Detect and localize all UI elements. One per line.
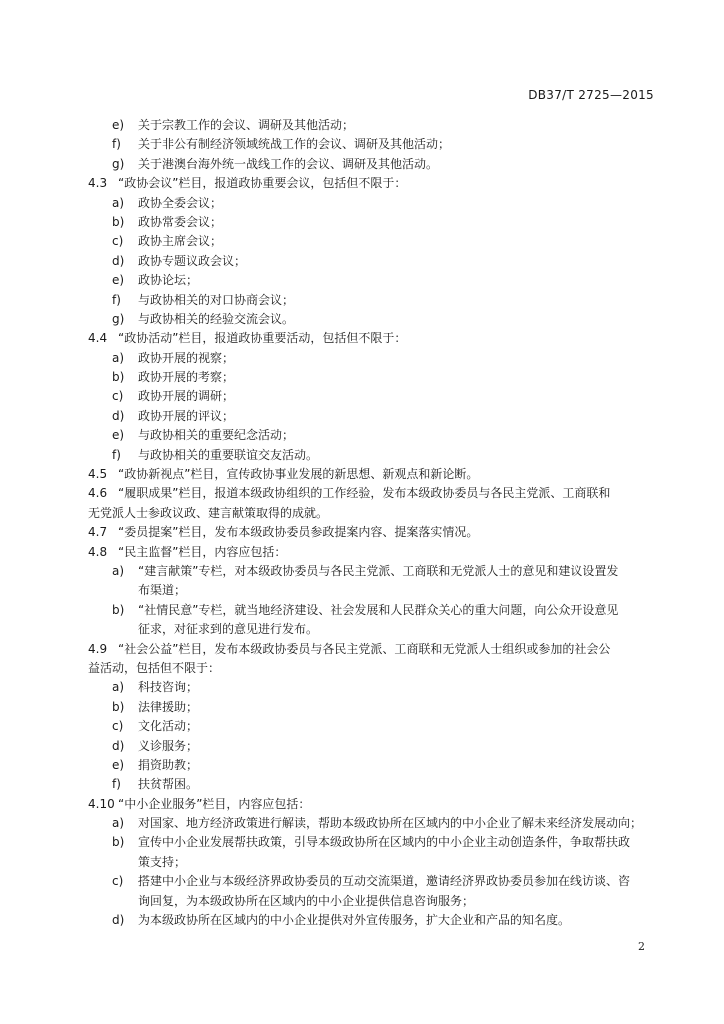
list-marker: c) xyxy=(112,719,124,734)
line-text: “社会公益”栏目，发布本级政协委员与各民主党派、工商联和无党派人士组织或参加的社会公 xyxy=(118,641,611,656)
line-text: 关于宗教工作的会议、调研及其他活动； xyxy=(138,118,355,132)
list-marker: c) xyxy=(112,234,124,249)
paragraph-line xyxy=(88,659,656,678)
list-marker: e) xyxy=(112,118,125,132)
list-item xyxy=(88,232,656,251)
list-item xyxy=(88,194,656,213)
clause-number: 4.8 xyxy=(88,544,108,559)
line-text: 益活动，包括但不限于： xyxy=(88,660,221,675)
list-marker: e) xyxy=(112,428,125,443)
list-marker: b) xyxy=(112,214,125,229)
section-clause xyxy=(88,465,656,484)
section-clause xyxy=(88,795,656,814)
line-text: “政协活动”栏目，报道政协重要活动，包括但不限于： xyxy=(118,331,407,346)
list-marker: d) xyxy=(112,408,125,423)
list-marker: a) xyxy=(112,350,125,365)
line-text: “履职成果”栏目，报道本级政协组织的工作经验，发布本级政协委员与各民主党派、工商联和 xyxy=(118,486,611,501)
list-marker: e) xyxy=(112,757,125,772)
line-text: 政协开展的考察； xyxy=(138,370,235,385)
line-text: 科技咨询； xyxy=(138,680,199,695)
line-text: 关于港澳台海外统一战线工作的会议、调研及其他活动。 xyxy=(138,156,439,171)
list-marker: f) xyxy=(112,777,121,792)
line-text: “政协会议”栏目，报道政协重要会议，包括但不限于： xyxy=(118,176,407,191)
line-text: 策支持； xyxy=(138,854,187,869)
page-number: 2 xyxy=(638,940,645,953)
list-marker: g) xyxy=(112,156,125,171)
continuation-line xyxy=(88,853,656,872)
line-text: 与政协相关的重要纪念活动； xyxy=(138,428,295,443)
line-text: “社情民意”专栏，就当地经济建设、社会发展和人民群众关心的重大问题，向公众开设意见 xyxy=(138,602,619,617)
list-marker: e) xyxy=(112,273,125,288)
line-text: 为本级政协所在区域内的中小企业提供对外宣传服务，扩大企业和产品的知名度。 xyxy=(138,913,571,928)
continuation-line xyxy=(88,620,656,639)
line-text: 无党派人士参政议政、建言献策取得的成就。 xyxy=(88,505,329,520)
clause-number: 4.9 xyxy=(88,641,108,656)
list-marker: f) xyxy=(112,292,121,307)
list-marker: a) xyxy=(112,195,125,210)
line-text: 政协主席会议； xyxy=(138,234,223,249)
list-marker: d) xyxy=(112,253,125,268)
list-item xyxy=(88,135,656,154)
list-item xyxy=(88,601,656,620)
list-marker: f) xyxy=(112,447,121,462)
list-item xyxy=(88,426,656,445)
line-text: 政协常委会议； xyxy=(138,214,223,229)
clause-number: 4.4 xyxy=(88,331,108,346)
list-marker: c) xyxy=(112,874,124,889)
line-text: 宣传中小企业发展帮扶政策，引导本级政协所在区域内的中小企业主动创造条件，争取帮扶政 xyxy=(138,835,631,850)
line-text: 布渠道； xyxy=(138,583,187,598)
list-marker: f) xyxy=(112,137,121,152)
line-text: 与政协相关的对口协商会议； xyxy=(138,292,295,307)
continuation-line xyxy=(88,581,656,600)
list-item xyxy=(88,349,656,368)
list-item xyxy=(88,252,656,271)
line-text: 与政协相关的重要联谊交友活动。 xyxy=(138,447,319,462)
list-marker: a) xyxy=(112,563,125,578)
line-text: 捐资助教； xyxy=(138,757,199,772)
list-item xyxy=(88,911,656,930)
line-text: “委员提案”栏目，发布本级政协委员参政提案内容、提案落实情况。 xyxy=(118,525,479,540)
list-item xyxy=(88,271,656,290)
standard-code: DB37/T 2725—2015 xyxy=(528,88,654,102)
clause-number: 4.5 xyxy=(88,467,108,482)
section-clause xyxy=(88,484,656,503)
list-marker: a) xyxy=(112,680,125,695)
line-text: “民主监督”栏目，内容应包括： xyxy=(118,544,287,559)
list-item xyxy=(88,155,656,174)
section-clause xyxy=(88,329,656,348)
list-marker: c) xyxy=(112,389,124,404)
list-item xyxy=(88,407,656,426)
paragraph-line xyxy=(88,504,656,523)
clause-number: 4.3 xyxy=(88,176,108,191)
line-text: 文化活动； xyxy=(138,719,199,734)
list-item xyxy=(88,678,656,697)
line-text: 政协开展的调研； xyxy=(138,389,235,404)
line-text: 政协专题议政会议； xyxy=(138,253,247,268)
list-marker: g) xyxy=(112,311,125,326)
list-item xyxy=(88,116,656,135)
list-marker: a) xyxy=(112,816,125,831)
list-marker: d) xyxy=(112,913,125,928)
list-item xyxy=(88,814,656,833)
line-text: 政协全委会议； xyxy=(138,195,223,210)
list-item xyxy=(88,872,656,891)
line-text: 对国家、地方经济政策进行解读，帮助本级政协所在区域内的中小企业了解未来经济发展动向； xyxy=(138,816,643,831)
list-item xyxy=(88,775,656,794)
line-text: 义诊服务； xyxy=(138,738,199,753)
list-item xyxy=(88,756,656,775)
clause-number: 4.6 xyxy=(88,486,108,501)
list-marker: b) xyxy=(112,835,125,850)
list-item xyxy=(88,213,656,232)
clause-number: 4.10 xyxy=(88,796,115,811)
list-marker: b) xyxy=(112,699,125,714)
list-marker: d) xyxy=(112,738,125,753)
line-text: 法律援助； xyxy=(138,699,199,714)
line-text: 政协开展的评议； xyxy=(138,408,235,423)
line-text: 搭建中小企业与本级经济界政协委员的互动交流渠道，邀请经济界政协委员参加在线访谈、咨 xyxy=(138,874,631,889)
section-clause xyxy=(88,543,656,562)
list-marker: b) xyxy=(112,602,125,617)
line-text: 政协论坛； xyxy=(138,273,199,288)
list-item xyxy=(88,737,656,756)
line-text: 询回复，为本级政协所在区域内的中小企业提供信息咨询服务； xyxy=(138,893,475,908)
section-clause xyxy=(88,640,656,659)
section-clause xyxy=(88,523,656,542)
line-text: 扶贫帮困。 xyxy=(138,777,199,792)
line-text: 关于非公有制经济领域统战工作的会议、调研及其他活动； xyxy=(138,137,451,152)
list-marker: b) xyxy=(112,370,125,385)
list-item xyxy=(88,698,656,717)
clause-number: 4.7 xyxy=(88,525,108,540)
document-body xyxy=(88,116,656,930)
line-text: 与政协相关的经验交流会议。 xyxy=(138,311,295,326)
section-clause xyxy=(88,174,656,193)
line-text: “建言献策”专栏，对本级政协委员与各民主党派、工商联和无党派人士的意见和建议设置发 xyxy=(138,563,619,578)
list-item xyxy=(88,310,656,329)
list-item xyxy=(88,387,656,406)
list-item xyxy=(88,291,656,310)
line-text: 征求，对征求到的意见进行发布。 xyxy=(138,622,319,637)
line-text: “政协新视点”栏目，宣传政协事业发展的新思想、新观点和新论断。 xyxy=(118,467,479,482)
list-item xyxy=(88,833,656,852)
list-item xyxy=(88,446,656,465)
line-text: “中小企业服务”栏目，内容应包括： xyxy=(118,796,311,811)
line-text: 政协开展的视察； xyxy=(138,350,235,365)
list-item xyxy=(88,717,656,736)
list-item xyxy=(88,562,656,581)
continuation-line xyxy=(88,892,656,911)
list-item xyxy=(88,368,656,387)
